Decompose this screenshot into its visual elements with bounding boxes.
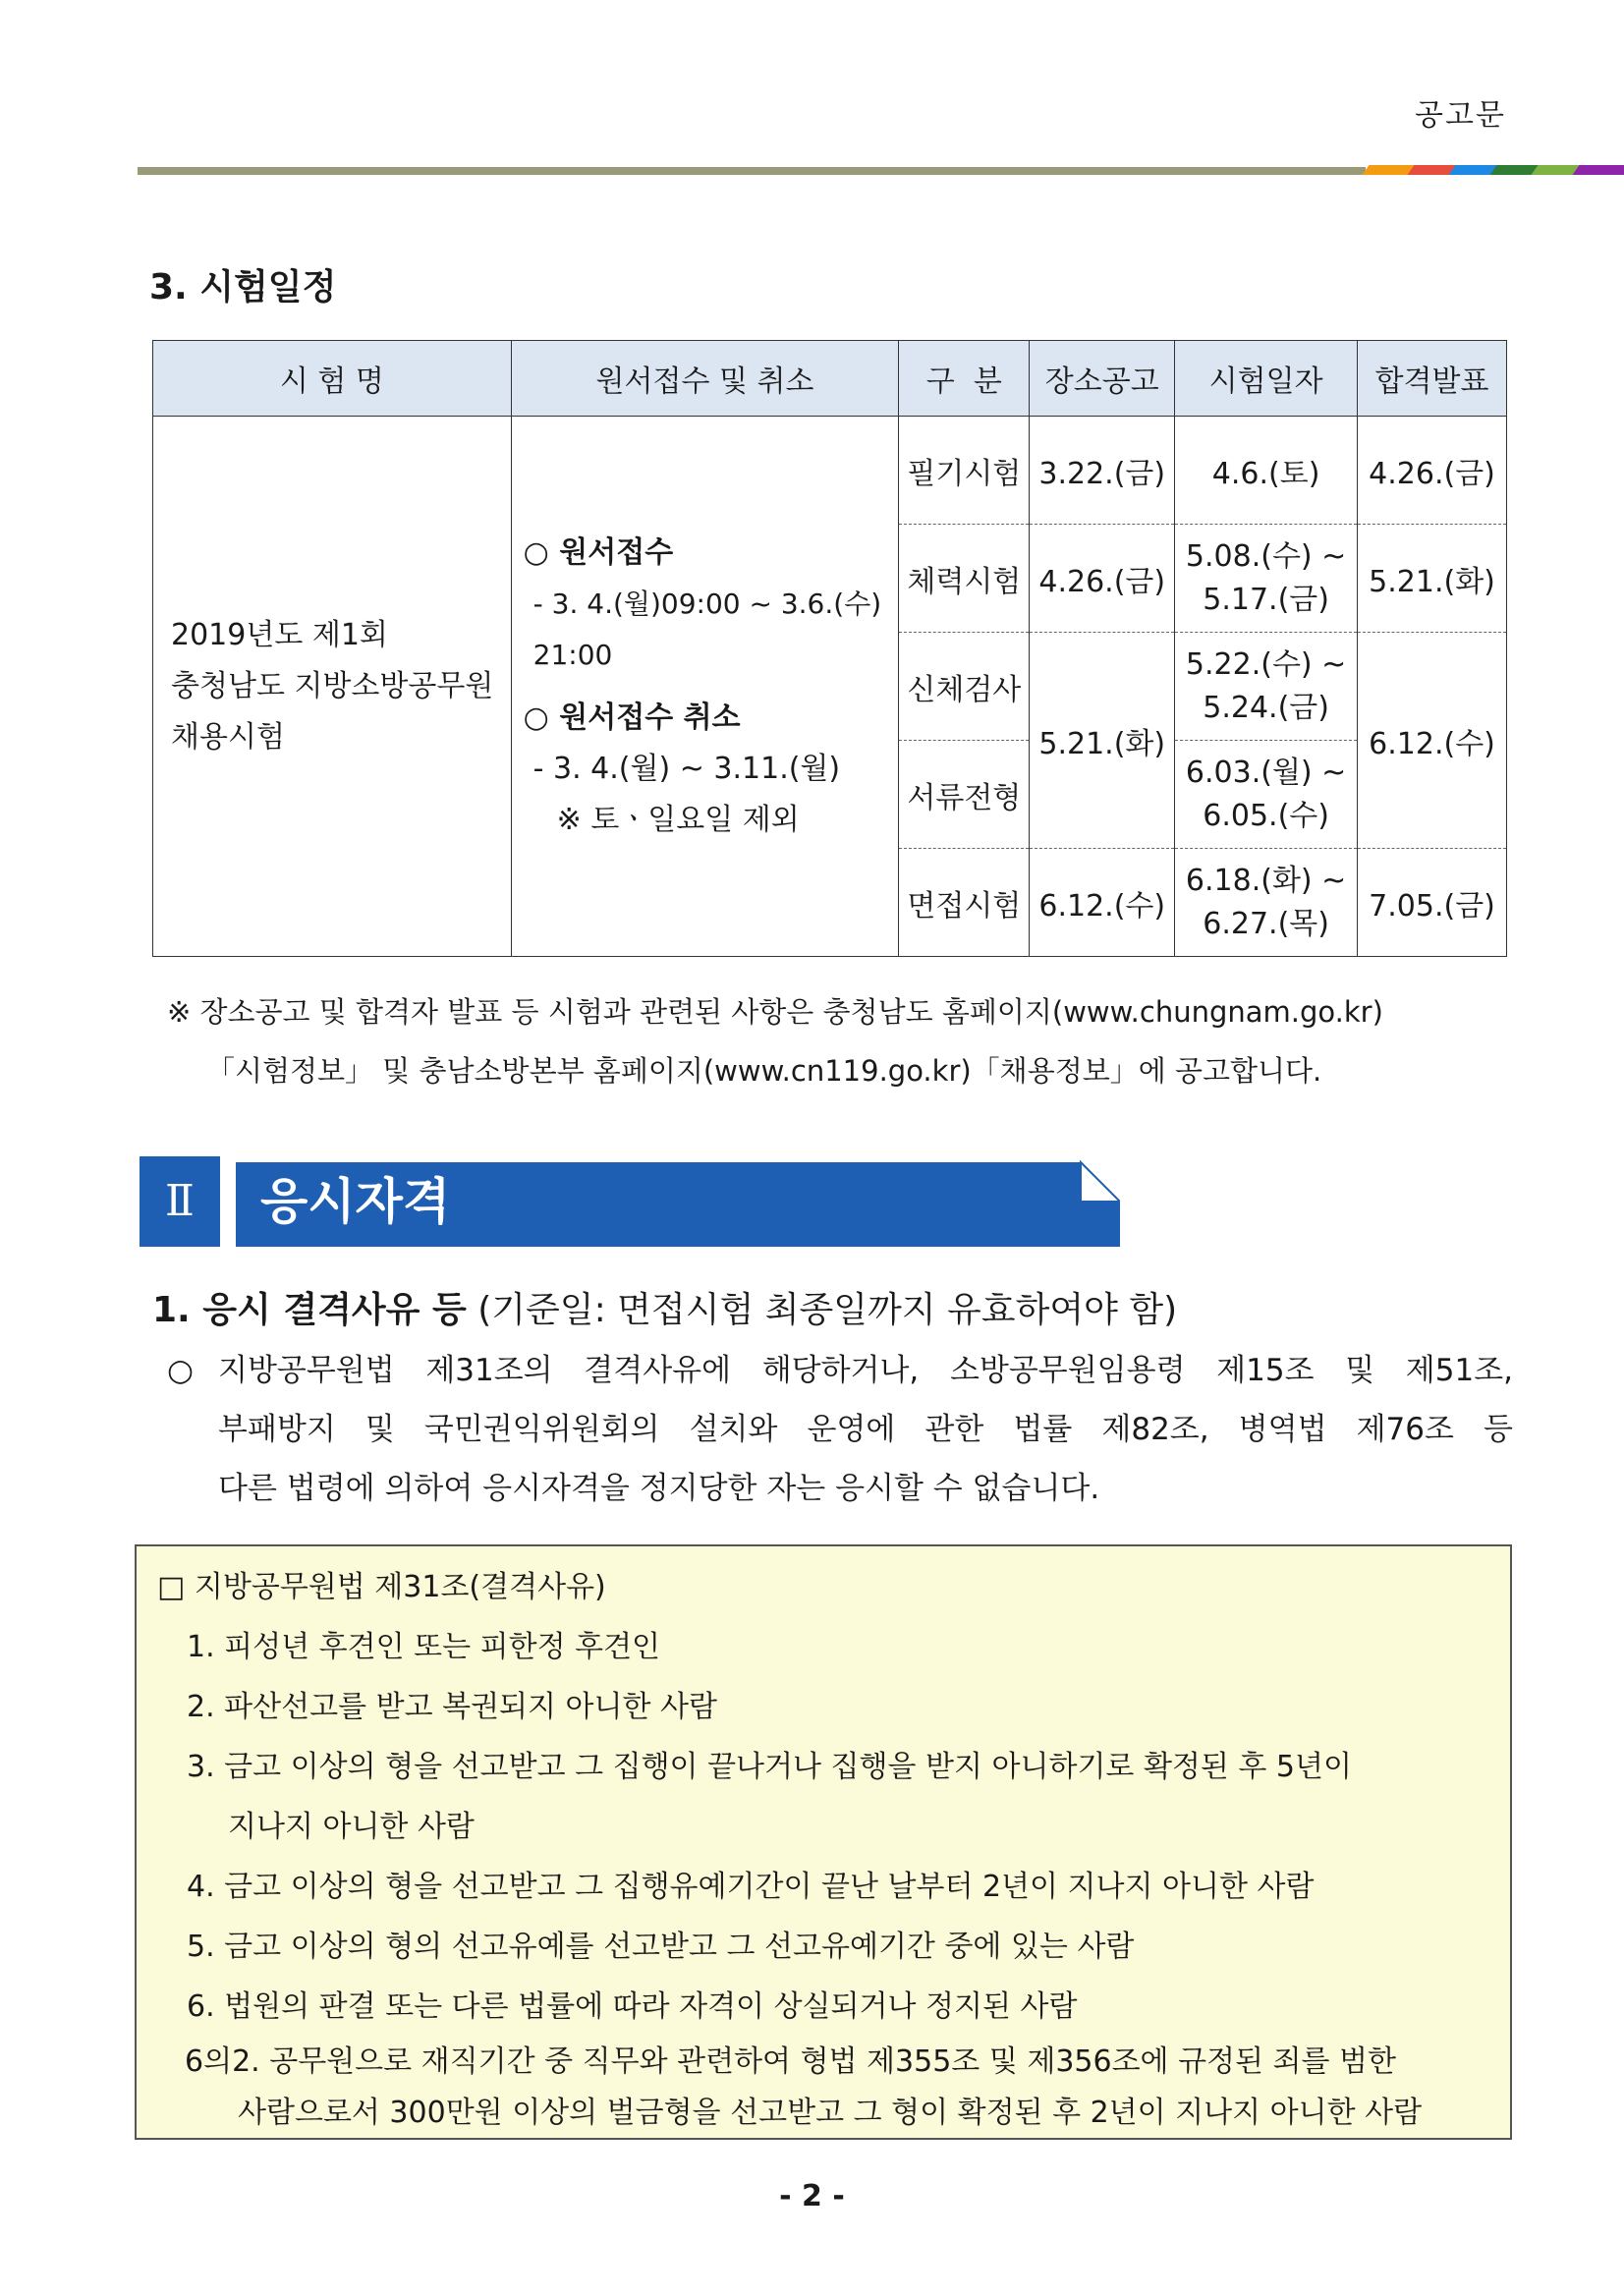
row-result: 5.21.(화) [1358, 525, 1507, 633]
list-item: 6의2. 공무원으로 재직기간 중 직무와 관련하여 형법 제355조 및 제356조에 규정된 죄를 범한 [185, 2044, 1397, 2079]
row-result: 6.12.(수) [1358, 633, 1507, 849]
row-type: 서류전형 [899, 741, 1030, 849]
header-rule [138, 165, 1503, 175]
row-place: 5.21.(화) [1030, 633, 1175, 849]
apply-cell: ○ 원서접수 - 3. 4.(월)09:00 ~ 3.6.(수) 21:00 ○ 원서접수 취소 - 3. 4.(월) ~ 3.11.(월) ※ 토ㆍ일요일 제외 [511, 417, 899, 957]
row-date: 4.6.(토) [1175, 417, 1358, 525]
exam-schedule-table [152, 340, 1507, 957]
row-date: 6.18.(화) ~ 6.27.(목) [1175, 849, 1358, 957]
page-number: - 2 - [779, 2179, 845, 2213]
row-date: 5.22.(수) ~ 5.24.(금) [1175, 633, 1358, 741]
list-item: 5. 금고 이상의 형의 선고유예를 선고받고 그 선고유예기간 중에 있는 사람 [187, 1930, 1135, 1964]
schedule-note: ※ 장소공고 및 합격자 발표 등 시험과 관련된 사항은 충청남도 홈페이지(www.chungnam.go.kr) 「시험정보」 및 충남소방본부 홈페이지(www.cn119.go.kr)「채용정보」에 공고합니다. [167, 995, 1383, 1088]
list-item: 4. 금고 이상의 형을 선고받고 그 집행유예기간이 끝난 날부터 2년이 지나지 아니한 사람 [187, 1870, 1315, 1904]
row-type: 필기시험 [899, 417, 1030, 525]
qualification-title: 1. 응시 결격사유 등 (기준일: 면접시험 최종일까지 유효하여야 함) [152, 1290, 1178, 1330]
exam-name-cell: 2019년도 제1회 충청남도 지방소방공무원 채용시험 [153, 417, 512, 957]
qualification-body: ○ 지방공무원법 제31조의 결격사유에 해당하거나, 소방공무원임용령 제15조 및 제51조, 부패방지 및 국민권익위원회의 설치와 운영에 관한 법률 제82조, 병역법 제76조 등 다른 법령에 의하여 응시자격을 정지당한 자는 응시할 수 없습니다. [167, 1341, 1513, 1518]
row-date: 6.03.(월) ~ 6.05.(수) [1175, 741, 1358, 849]
section-title: 3. 시험일정 [149, 267, 337, 308]
row-place: 6.12.(수) [1030, 849, 1175, 957]
list-item-cont: 사람으로서 300만원 이상의 벌금형을 선고받고 그 형이 확정된 후 2년이 지나지 아니한 사람 [238, 2096, 1423, 2130]
row-type: 신체검사 [899, 633, 1030, 741]
box-title: □ 지방공무원법 제31조(결격사유) [157, 1570, 606, 1604]
col-header-apply: 원서접수 및 취소 [511, 341, 899, 417]
col-header-date: 시험일자 [1175, 341, 1358, 417]
header-label: 공고문 [1415, 98, 1506, 133]
row-result: 4.26.(금) [1358, 417, 1507, 525]
disqualification-list [157, 1557, 1503, 2139]
chapter-title: 응시자격 [260, 1173, 451, 1230]
row-type: 면접시험 [899, 849, 1030, 957]
row-place: 4.26.(금) [1030, 525, 1175, 633]
col-header-type: 구 분 [899, 341, 1030, 417]
list-item: 2. 파산선고를 받고 복권되지 아니한 사람 [187, 1690, 717, 1724]
chapter-number: Ⅱ [140, 1156, 220, 1247]
col-header-result: 합격발표 [1358, 341, 1507, 417]
row-result: 7.05.(금) [1358, 849, 1507, 957]
col-header-exam-name: 시 험 명 [153, 341, 512, 417]
row-type: 체력시험 [899, 525, 1030, 633]
circle-bullet: ○ [167, 1353, 195, 1388]
list-item: 6. 법원의 판결 또는 다른 법률에 따라 자격이 상실되거나 정지된 사람 [187, 1989, 1078, 2024]
list-item: 3. 금고 이상의 형을 선고받고 그 집행이 끝나거나 집행을 받지 아니하기로 확정된 후 5년이 [187, 1750, 1352, 1784]
list-item-cont: 지나지 아니한 사람 [228, 1810, 475, 1844]
row-date: 5.08.(수) ~ 5.17.(금) [1175, 525, 1358, 633]
col-header-place: 장소공고 [1030, 341, 1175, 417]
list-item: 1. 피성년 후견인 또는 피한정 후견인 [187, 1630, 661, 1664]
row-place: 3.22.(금) [1030, 417, 1175, 525]
